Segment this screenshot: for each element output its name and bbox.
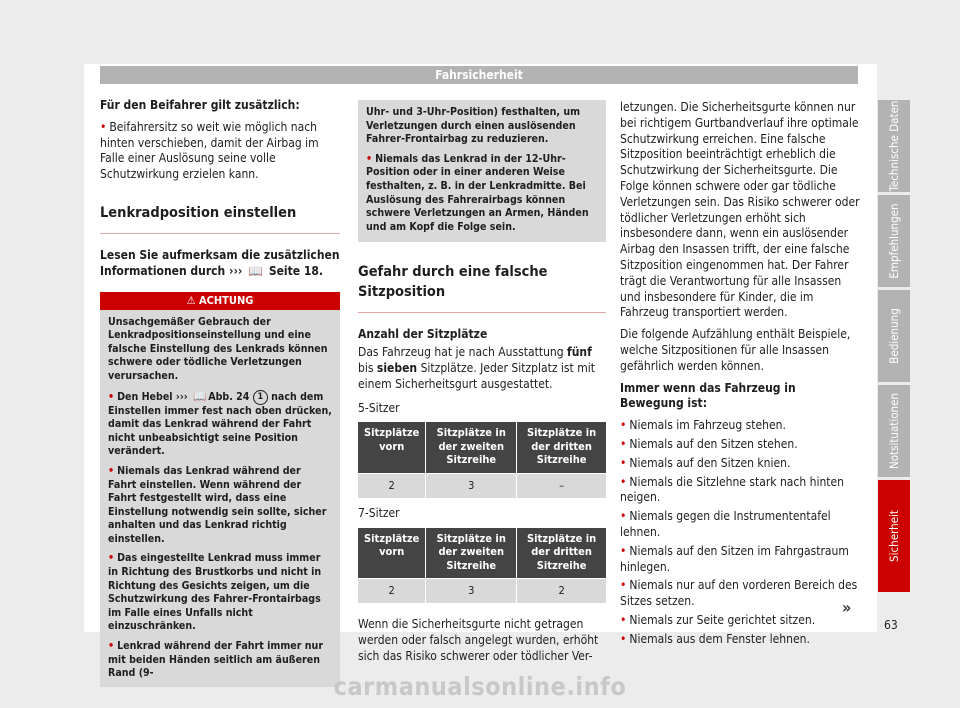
list-item xyxy=(620,437,860,453)
book-icon: 📖 xyxy=(193,390,207,403)
read-note xyxy=(100,248,340,280)
seats-title: Anzahl der Sitzplätze xyxy=(358,327,488,342)
tab-technische-daten[interactable] xyxy=(878,100,910,192)
page-number: 63 xyxy=(884,618,898,632)
seats-five: fünf xyxy=(567,345,592,360)
ref-arrows: ››› xyxy=(229,263,243,278)
list-item xyxy=(620,578,860,610)
seats-text xyxy=(358,345,606,392)
tab-label: Sicherheit xyxy=(887,510,901,562)
warning-box xyxy=(100,292,340,687)
bullet-icon: • xyxy=(620,509,627,524)
seats-seven: sieben xyxy=(376,360,418,375)
warning-bullet-5-text: Niemals das Lenkrad in der 12-Uhr-Position oder in einer anderen Weise festhalten, z. B. in der Lenkradmitte. Bei Auslösung des Fahrerairbags können schwere Verletzungen an Armen, Händen und am Kopf die Folge sein. xyxy=(366,152,589,233)
bullet-icon: • xyxy=(108,640,115,653)
warning-cont-text: Uhr- und 3-Uhr-Position) festhalten, um Verletzungen durch einen auslösenden Fahrer-Frontairbag zu reduzieren. xyxy=(366,106,581,146)
column-3 xyxy=(620,100,860,651)
warning-bullet-1-suffix: nach dem Einstellen immer fest nach oben drücken, damit das Lenkrad während der Fahrt nicht unbeabsichtigt seine Position verändert. xyxy=(108,390,332,458)
tab-bedienung[interactable] xyxy=(878,290,910,382)
seats-text-1: Das Fahrzeug hat je nach Ausstattung xyxy=(358,345,564,360)
warning-bullet-4-text: Lenkrad während der Fahrt immer nur mit beiden Händen seitlich am äußeren Rand (9- xyxy=(108,640,324,680)
bullet-icon: • xyxy=(620,543,627,558)
list-item-text: Niemals die Sitzlehne stark nach hinten neigen. xyxy=(620,474,845,505)
bullet-icon: • xyxy=(620,474,627,489)
table-5-sitzer xyxy=(358,422,606,498)
tab-empfehlungen[interactable] xyxy=(878,195,910,287)
warning-title: ACHTUNG xyxy=(198,293,254,307)
continue-icon: » xyxy=(842,598,852,617)
warning-bullet-1-prefix: Den Hebel xyxy=(117,390,173,403)
column-1 xyxy=(100,98,340,687)
list-item xyxy=(620,475,860,507)
intro-bullet xyxy=(100,120,340,183)
table-7-label: 7-Sitzer xyxy=(358,505,400,520)
bullet-icon: • xyxy=(620,436,627,451)
figure-reference-link[interactable]: Abb. 24 xyxy=(208,390,250,403)
section-header: Fahrsicherheit xyxy=(100,66,858,84)
bullet-icon: • xyxy=(620,631,627,646)
warning-continuation xyxy=(358,100,606,242)
intro-bullet-text: Beifahrersitz so weit wie möglich nach hinten verschieben, damit der Airbag im Falle einer Auslösung seine volle Schutzwirkung erzielen kann. xyxy=(100,119,319,182)
outro-text: Wenn die Sicherheitsgurte nicht getragen werden oder falsch angelegt wurden, erhöht sich das Risiko schwerer oder tödlicher Ver- xyxy=(358,617,599,663)
list-item xyxy=(620,509,860,541)
tab-notsituationen[interactable] xyxy=(878,385,910,477)
bullet-icon: • xyxy=(108,390,115,403)
bullet-icon: • xyxy=(620,578,627,593)
book-icon: 📖 xyxy=(248,263,264,278)
seats-text-3: Sitzplätze. Jeder Sitzplatz ist mit einem Sicherheitsgurt ausgestattet. xyxy=(358,360,595,391)
list-item-text: Niemals im Fahrzeug stehen. xyxy=(629,418,786,433)
list-item-text: Niemals aus dem Fenster lehnen. xyxy=(629,631,810,646)
ref-arrows: ››› xyxy=(175,390,188,403)
tab-label: Bedienung xyxy=(887,308,901,364)
table-cell: 2 xyxy=(358,579,426,604)
intro-heading: Für den Beifahrer gilt zusätzlich: xyxy=(100,98,300,112)
read-note-text: Lesen Sie aufmerksam die zusätzlichen Informationen durch xyxy=(100,247,340,278)
column-2 xyxy=(358,100,606,671)
tab-sicherheit[interactable] xyxy=(878,480,910,592)
table-header: Sitzplätze in der zweiten Sitzreihe xyxy=(426,528,517,579)
table-cell: 3 xyxy=(426,579,517,604)
table-cell: – xyxy=(517,473,606,498)
table-5-label: 5-Sitzer xyxy=(358,400,400,415)
side-tabs xyxy=(878,100,910,595)
page-reference-link[interactable]: Seite 18 xyxy=(268,263,319,278)
bullet-icon: • xyxy=(108,464,115,477)
table-header: Sitzplätze in der dritten Sitzreihe xyxy=(517,422,606,473)
list-item xyxy=(620,418,860,434)
list-item-text: Niemals zur Seite gerichtet sitzen. xyxy=(629,612,816,627)
bullet-icon: • xyxy=(620,455,627,470)
warning-bullet-2-text: Niemals das Lenkrad während der Fahrt einstellen. Wenn während der Fahrt festgestellt wird, dass eine Einstellung notwendig sein sollte, sicher anhalten und das Lenkrad richtig einstellen. xyxy=(108,464,327,545)
section-heading-lenkrad: Lenkradposition einstellen xyxy=(100,197,340,234)
bullet-icon: • xyxy=(620,418,627,433)
list-item xyxy=(620,456,860,472)
danger-paragraph: letzungen. Die Sicherheitsgurte können nur bei richtigem Gurtbandverlauf ihre optimale Schutzwirkung erreichen. Eine falsche Sitzposition beeinträchtigt erheblich die Schutzwirkung der Sicherheitsgurte. Die Folge können schwere oder gar tödliche Verletzungen sein. Das Risiko schwerer oder tödlicher Verletzungen erhöht sich insbesondere dann, wenn ein auslösender Airbag den Insassen trifft, der eine falsche Sitzposition eingenommen hat. Der Fahrer trägt die Verantwortung für alle Insassen und insbesondere für Kinder, die im Fahrzeug transportiert werden. xyxy=(620,100,860,320)
callout-number: 1 xyxy=(253,390,268,405)
table-header: Sitzplätze in der dritten Sitzreihe xyxy=(517,528,606,579)
watermark: carmanualsonline.info xyxy=(333,672,627,701)
danger-list xyxy=(620,418,860,647)
bullet-icon: • xyxy=(620,612,627,627)
list-item-text: Niemals auf den Sitzen stehen. xyxy=(629,436,798,451)
section-heading-sitzposition: Gefahr durch eine falsche Sitzposition xyxy=(358,256,606,313)
list-title: Immer wenn das Fahrzeug in Bewegung ist: xyxy=(620,380,796,411)
tab-label: Technische Daten xyxy=(887,100,901,192)
warning-body xyxy=(100,310,340,687)
warning-header xyxy=(100,292,340,310)
table-header: Sitzplätze vorn xyxy=(358,422,426,473)
table-cell: 2 xyxy=(358,473,426,498)
seats-text-2: bis xyxy=(358,360,374,375)
list-item xyxy=(620,544,860,576)
examples-paragraph: Die folgende Aufzählung enthält Beispiele, welche Sitzpositionen für alle Insassen gefährlich werden können. xyxy=(620,327,851,373)
table-row xyxy=(358,579,606,604)
warning-bullet-3-text: Das eingestellte Lenkrad muss immer in Richtung des Brustkorbs und nicht in Richtung des Gesichts zeigen, um die Schutzwirkung des Fahrer-Frontairbags im Falle eines Unfalls nicht einzuschränken. xyxy=(108,552,322,633)
table-cell: 3 xyxy=(426,473,517,498)
warning-triangle-icon: ⚠ xyxy=(186,293,196,307)
tab-label: Notsituationen xyxy=(887,392,901,470)
table-row xyxy=(358,473,606,498)
tab-label: Empfehlungen xyxy=(887,203,901,279)
warning-bullet-5 xyxy=(366,153,598,235)
warning-bullet-2 xyxy=(108,465,332,547)
table-cell: 2 xyxy=(517,579,606,604)
table-header: Sitzplätze vorn xyxy=(358,528,426,579)
warning-bullet-1 xyxy=(108,390,332,459)
list-item xyxy=(620,632,860,648)
bullet-icon: • xyxy=(108,552,115,565)
list-item xyxy=(620,613,860,629)
list-item-text: Niemals auf den Sitzen knien. xyxy=(629,455,791,470)
list-item-text: Niemals gegen die Instrumententafel lehnen. xyxy=(620,509,831,539)
warning-bullet-3 xyxy=(108,552,332,634)
bullet-icon: • xyxy=(100,119,107,134)
warning-intro: Unsachgemäßer Gebrauch der Lenkradpositionseinstellung und eine falsche Einstellung des Lenkrads können schwere oder tödliche Verletzungen verursachen. xyxy=(108,315,328,382)
read-note-suffix: . xyxy=(318,263,323,278)
list-item-text: Niemals auf den Sitzen im Fahrgastraum hinlegen. xyxy=(620,543,849,574)
list-item-text: Niemals nur auf den vorderen Bereich des Sitzes setzen. xyxy=(620,578,858,609)
bullet-icon: • xyxy=(366,152,373,165)
table-header: Sitzplätze in der zweiten Sitzreihe xyxy=(426,422,517,473)
table-7-sitzer xyxy=(358,528,606,604)
